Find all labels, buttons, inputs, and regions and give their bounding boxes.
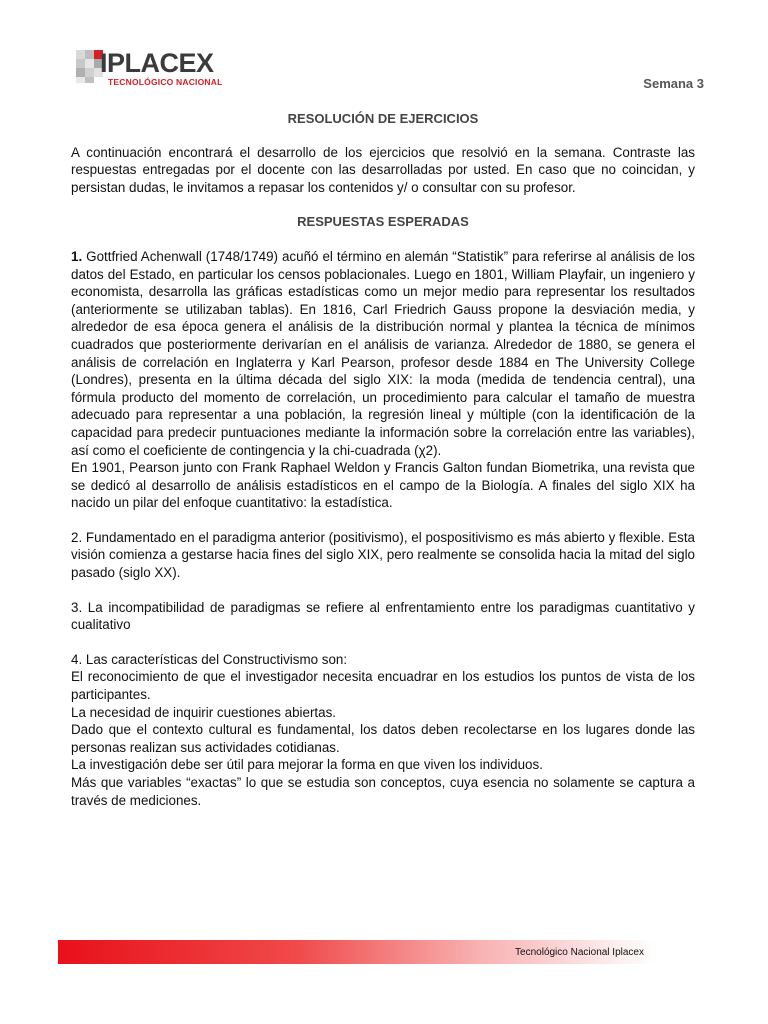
document-body — [71, 110, 695, 809]
answer-4-intro: 4. Las características del Constructivismo son: — [71, 651, 348, 667]
intro-paragraph: A continuación encontrará el desarrollo de los ejercicios que resolvió en la semana. Contraste las respuestas entregadas por el docente con las desarrolladas por usted. En caso que no coincidan, y persistan dudas, le invitamos a repasar los contenidos y/ o consultar con su profesor. — [71, 144, 695, 195]
answer-4-item: La investigación debe ser útil para mejorar la forma en que viven los individuos. — [71, 757, 543, 773]
answer-4-item: Más que variables “exactas” lo que se estudia son conceptos, cuya esencia no solamente se captura a través de mediciones. — [71, 775, 695, 808]
logo-subtitle: TECNOLÓGICO NACIONAL — [108, 77, 223, 87]
document-title: RESOLUCIÓN DE EJERCICIOS — [287, 111, 479, 126]
answer-3: 3. La incompatibilidad de paradigmas se refiere al enfrentamiento entre los paradigmas cuantitativo y cualitativo — [71, 599, 695, 633]
answer-1 — [71, 248, 695, 459]
answer-1-number: 1. — [71, 248, 83, 264]
answer-2: 2. Fundamentado en el paradigma anterior (positivismo), el pospositivismo es más abierto y flexible. Esta visión comienza a gestarse hacia fines del siglo XIX, pero realmente se consolida hacia la mitad del siglo pasado (siglo XX). — [71, 529, 695, 581]
answer-4-item: Dado que el contexto cultural es fundamental, los datos deben recolectarse en los lugares donde las personas realizan sus actividades cotidianas. — [71, 722, 695, 755]
answer-1-continuation: En 1901, Pearson junto con Frank Raphael Weldon y Francis Galton fundan Biometrika, una revista que se dedicó al desarrollo de análisis estadísticos en el campo de la Biología. A finales del siglo XIX ha nacido un pilar del enfoque cuantitativo: la estadística. — [71, 460, 695, 511]
answer-1-text: Gottfried Achenwall (1748/1749) acuñó el término en alemán “Statistik” para referirse al análisis de los datos del Estado, en particular los censos poblacionales. Luego en 1801, William Playfair, un ingeniero y economista, desarrolla las gráficas estadísticas como un mejor medio para representar los resultados (anteriormente se utilizaban tablas). En 1816, Carl Friedrich Gauss propone la desviación media, y alrededor de esa época genera el análisis de la distribución normal y plantea la técnica de mínimos cuadrados que posteriormente derivarían en el análisis de varianza. Alrededor de 1880, se genera el análisis de correlación en Inglaterra y Karl Pearson, profesor desde 1884 en The University College (Londres), presenta en la última década del siglo XIX: la moda (medida de tendencia central), una fórmula producto del momento de correlación, un procedimiento para calcular el tamaño de muestra adecuado para representar a una población, la regresión lineal y múltiple (con la identificación de la capacidad para predecir puntuaciones mediante la información sobre la correlación entre las variables), así como el coeficiente de contingencia y la chi-cuadrada (χ2). — [71, 248, 695, 458]
logo-wordmark: IPLACEX — [100, 48, 214, 78]
answer-4-item: El reconocimiento de que el investigador necesita encuadrar en los estudios los puntos de vista de los participantes. — [71, 669, 695, 703]
section-title: RESPUESTAS ESPERADAS — [297, 214, 469, 230]
footer-text: Tecnológico Nacional Iplacex — [515, 947, 644, 958]
week-label: Semana 3 — [643, 76, 704, 91]
iplacex-logo — [76, 50, 236, 88]
answer-4-item: La necesidad de inquirir cuestiones abiertas. — [71, 704, 337, 720]
